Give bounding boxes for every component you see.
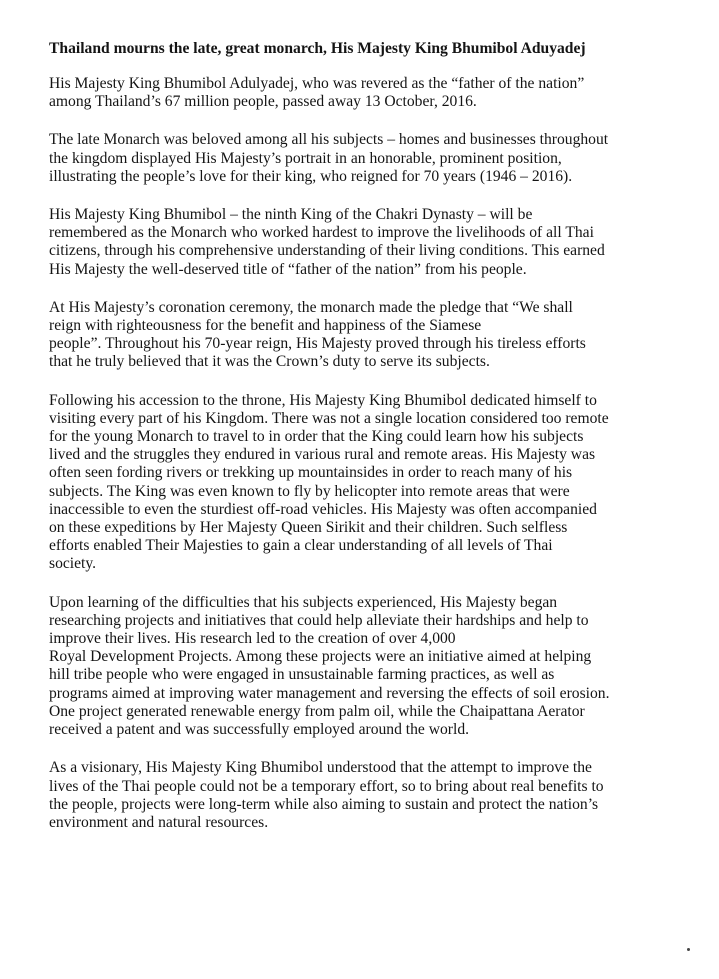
paragraph-line: received a patent and was successfully employed around the world. [49,721,470,739]
paragraph-line: remembered as the Monarch who worked hardest to improve the livelihoods of all Thai [49,224,594,242]
paragraph-line: among Thailand’s 67 million people, passed away 13 October, 2016. [49,93,477,111]
paragraph-line: His Majesty the well-deserved title of “father of the nation” from his people. [49,260,527,278]
paragraph [49,75,709,111]
document-body [49,75,709,832]
paragraph-line: His Majesty King Bhumibol Adulyadej, who was revered as the “father of the nation” [49,75,585,92]
paragraph-line: citizens, through his comprehensive understanding of their living conditions. This earned [49,242,605,260]
paragraph-line: As a visionary, His Majesty King Bhumibol understood that the attempt to improve the [49,759,592,777]
paragraph-line: researching projects and initiatives that could help alleviate their hardships and help to [49,611,589,629]
paragraph [49,759,709,832]
paragraph [49,131,709,186]
paragraph-line: on these expeditions by Her Majesty Queen Sirikit and their children. Such selfless [49,519,568,537]
paragraph-line: hill tribe people who were engaged in unsustainable farming practices, as well as [49,666,555,684]
document-page [49,39,709,852]
paragraph [49,392,709,574]
scan-speck [687,948,690,951]
paragraph-line: reign with righteousness for the benefit and happiness of the Siamese [49,317,482,335]
paragraph-line: improve their lives. His research led to the creation of over 4,000 [49,630,456,648]
paragraph-line: people”. Throughout his 70-year reign, His Majesty proved through his tireless efforts [49,335,586,353]
paragraph-line: One project generated renewable energy from palm oil, while the Chaipattana Aerator [49,702,585,720]
paragraph-line: inaccessible to even the sturdiest off-road vehicles. His Majesty was often accompanied [49,500,597,518]
paragraph-line: Royal Development Projects. Among these projects were an initiative aimed at helping [49,648,592,666]
paragraph-line: the kingdom displayed His Majesty’s portrait in an honorable, prominent position, [49,149,562,167]
paragraph-line: for the young Monarch to travel to in order that the King could learn how his subjects [49,428,584,446]
paragraph-line: efforts enabled Their Majesties to gain a clear understanding of all levels of Thai [49,537,553,555]
paragraph-line: that he truly believed that it was the Crown’s duty to serve its subjects. [49,353,490,371]
paragraph-line: Following his accession to the throne, His Majesty King Bhumibol dedicated himself to [49,391,597,409]
paragraph-line: society. [49,555,97,573]
paragraph [49,299,709,372]
paragraph-line: subjects. The King was even known to fly by helicopter into remote areas that were [49,482,570,500]
paragraph-line: The late Monarch was beloved among all his subjects – homes and businesses throughout [49,131,609,149]
paragraph-line: At His Majesty’s coronation ceremony, the monarch made the pledge that “We shall [49,298,573,316]
paragraph-line: lives of the Thai people could not be a temporary effort, so to bring about real benefits to [49,777,604,795]
paragraph-line: programs aimed at improving water management and reversing the effects of soil erosion. [49,684,610,702]
paragraph-line: environment and natural resources. [49,813,269,831]
paragraph [49,594,709,740]
paragraph-line: the people, projects were long-term while also aiming to sustain and protect the nation’s [49,795,599,813]
paragraph-line: Upon learning of the difficulties that his subjects experienced, His Majesty began [49,593,558,611]
paragraph-line: visiting every part of his Kingdom. There was not a single location considered too remote [49,409,609,427]
document-title: Thailand mourns the late, great monarch, His Majesty King Bhumibol Aduyadej [49,40,586,57]
paragraph-line: lived and the struggles they endured in various rural and remote areas. His Majesty was [49,446,596,464]
paragraph-line: often seen fording rivers or trekking up mountainsides in order to reach many of his [49,464,573,482]
paragraph-line: illustrating the people’s love for their king, who reigned for 70 years (1946 – 2016). [49,167,573,185]
paragraph [49,206,709,279]
paragraph-line: His Majesty King Bhumibol – the ninth King of the Chakri Dynasty – will be [49,206,533,224]
